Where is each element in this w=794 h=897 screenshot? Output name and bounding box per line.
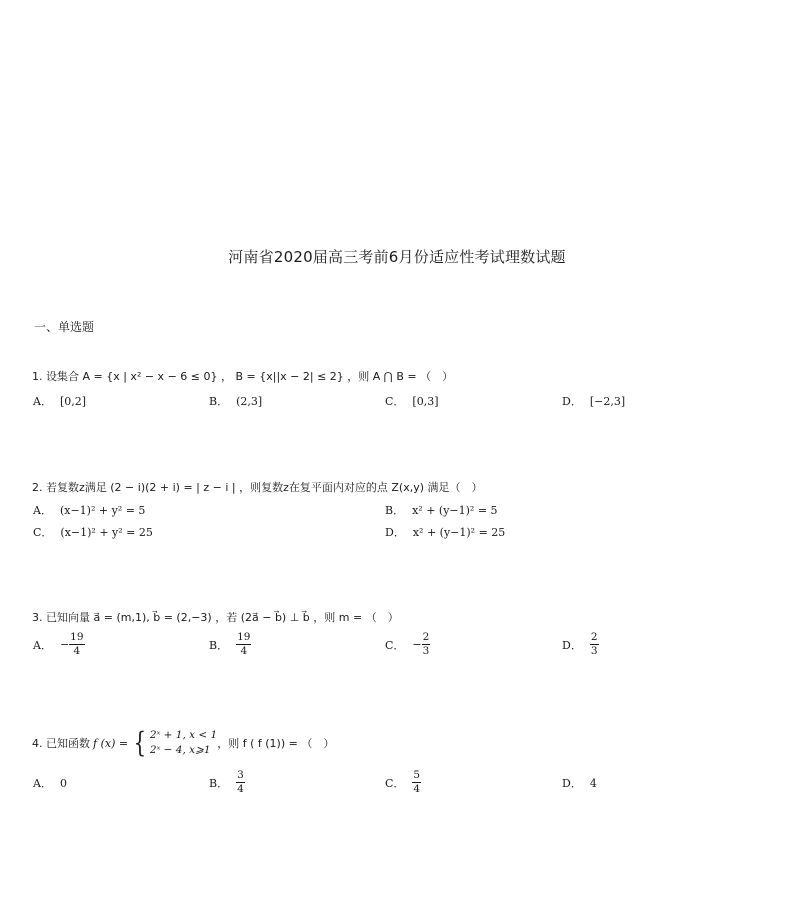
option-label: A． xyxy=(33,638,52,652)
fraction-numerator: 2 xyxy=(590,631,598,643)
option-label: B． xyxy=(209,776,229,790)
option-value: (x−1)² + y² = 5 xyxy=(59,503,146,517)
option-fraction xyxy=(69,631,84,658)
section-heading: 一、单选题 xyxy=(34,320,95,334)
option-label: D． xyxy=(562,395,582,408)
fraction-numerator: 2 xyxy=(422,631,430,643)
option-value: (x−1)² + y² = 25 xyxy=(60,525,153,539)
q3-option-b[interactable] xyxy=(209,631,251,658)
document-title: 河南省2020届高三考前6月份适应性考试理数试题 xyxy=(228,248,566,266)
fraction-denominator: 4 xyxy=(240,645,248,657)
q1-option-b[interactable] xyxy=(209,393,262,409)
fraction-denominator: 3 xyxy=(422,645,430,657)
option-value: x² + (y−1)² = 5 xyxy=(412,503,498,517)
q4-piecewise xyxy=(131,728,217,758)
option-value: 4 xyxy=(589,776,597,790)
option-label: B． xyxy=(385,504,405,517)
option-sign: − xyxy=(59,638,70,651)
question-3-stem: 3. 已知向量 a⃗ = (m,1), b⃗ = (2,−3) ，若 (2a⃗ − b⃗) ⊥ b⃗ ，则 m = （ ） xyxy=(32,611,399,624)
option-value: (2,3] xyxy=(236,394,263,408)
question-4-stem xyxy=(32,728,334,758)
option-label: C． xyxy=(33,526,53,539)
option-label: C． xyxy=(385,395,405,408)
option-fraction xyxy=(236,631,251,658)
option-fraction xyxy=(590,631,599,658)
option-value: [−2,3] xyxy=(589,394,626,408)
option-label: D． xyxy=(562,638,582,652)
option-label: C． xyxy=(385,776,405,790)
q4-option-d[interactable] xyxy=(562,775,597,791)
option-fraction xyxy=(412,769,421,796)
option-label: D． xyxy=(385,526,405,539)
q2-option-a[interactable] xyxy=(33,502,145,518)
question-1-stem: 1. 设集合 A = {x | x² − x − 6 ≤ 0} ， B = {x||x − 2| ≤ 2} ，则 A ⋂ B = （ ） xyxy=(32,370,454,383)
q1-option-c[interactable] xyxy=(385,393,439,409)
fraction-numerator: 3 xyxy=(237,769,244,781)
q2-option-b[interactable] xyxy=(385,502,498,518)
fraction-denominator: 4 xyxy=(73,645,81,657)
option-label: C． xyxy=(385,638,405,652)
option-value: x² + (y−1)² = 25 xyxy=(412,525,506,539)
q2-option-d[interactable] xyxy=(385,524,505,540)
fraction-numerator: 5 xyxy=(413,769,421,781)
q4-option-b[interactable] xyxy=(209,769,245,796)
piecewise-case-1: 2ˣ + 1, x < 1 xyxy=(149,729,218,741)
option-fraction xyxy=(236,769,245,796)
option-label: A． xyxy=(33,504,52,517)
fraction-denominator: 4 xyxy=(413,783,421,795)
q4-option-a[interactable] xyxy=(33,775,67,791)
q3-option-c[interactable] xyxy=(385,631,430,658)
q1-option-a[interactable] xyxy=(33,393,86,409)
q4-suffix: ，则 f ( f (1)) = （ ） xyxy=(217,737,335,750)
option-fraction xyxy=(422,631,431,658)
option-label: A． xyxy=(33,777,52,790)
q4-prefix: 4. 已知函数 xyxy=(32,737,90,750)
fraction-numerator: 19 xyxy=(70,631,84,643)
option-label: A． xyxy=(33,395,52,408)
q3-option-d[interactable] xyxy=(562,631,599,658)
fraction-numerator: 19 xyxy=(237,631,251,643)
q4-option-c[interactable] xyxy=(385,769,421,796)
option-sign: − xyxy=(412,638,422,651)
piecewise-case-2: 2ˣ − 4, x⩾1 xyxy=(149,744,211,756)
option-label: B． xyxy=(209,638,229,652)
fraction-denominator: 3 xyxy=(590,645,598,657)
q3-option-a[interactable] xyxy=(33,631,85,658)
option-value: 0 xyxy=(59,776,67,790)
fraction-denominator: 4 xyxy=(237,783,244,795)
q1-option-d[interactable] xyxy=(562,393,625,409)
option-value: [0,2] xyxy=(59,394,87,408)
question-2-stem: 2. 若复数z满足 (2 − i)(2 + i) = | z − i | ，则复数z在复平面内对应的点 Z(x,y) 满足（ ） xyxy=(32,481,483,494)
option-value: [0,3] xyxy=(412,394,439,408)
q4-function-name: f (x) = xyxy=(93,736,129,750)
option-label: D． xyxy=(562,777,582,790)
q2-option-c[interactable] xyxy=(33,524,153,540)
brace-symbol: { xyxy=(133,726,147,759)
option-label: B． xyxy=(209,395,229,408)
piecewise-cases xyxy=(150,728,217,758)
